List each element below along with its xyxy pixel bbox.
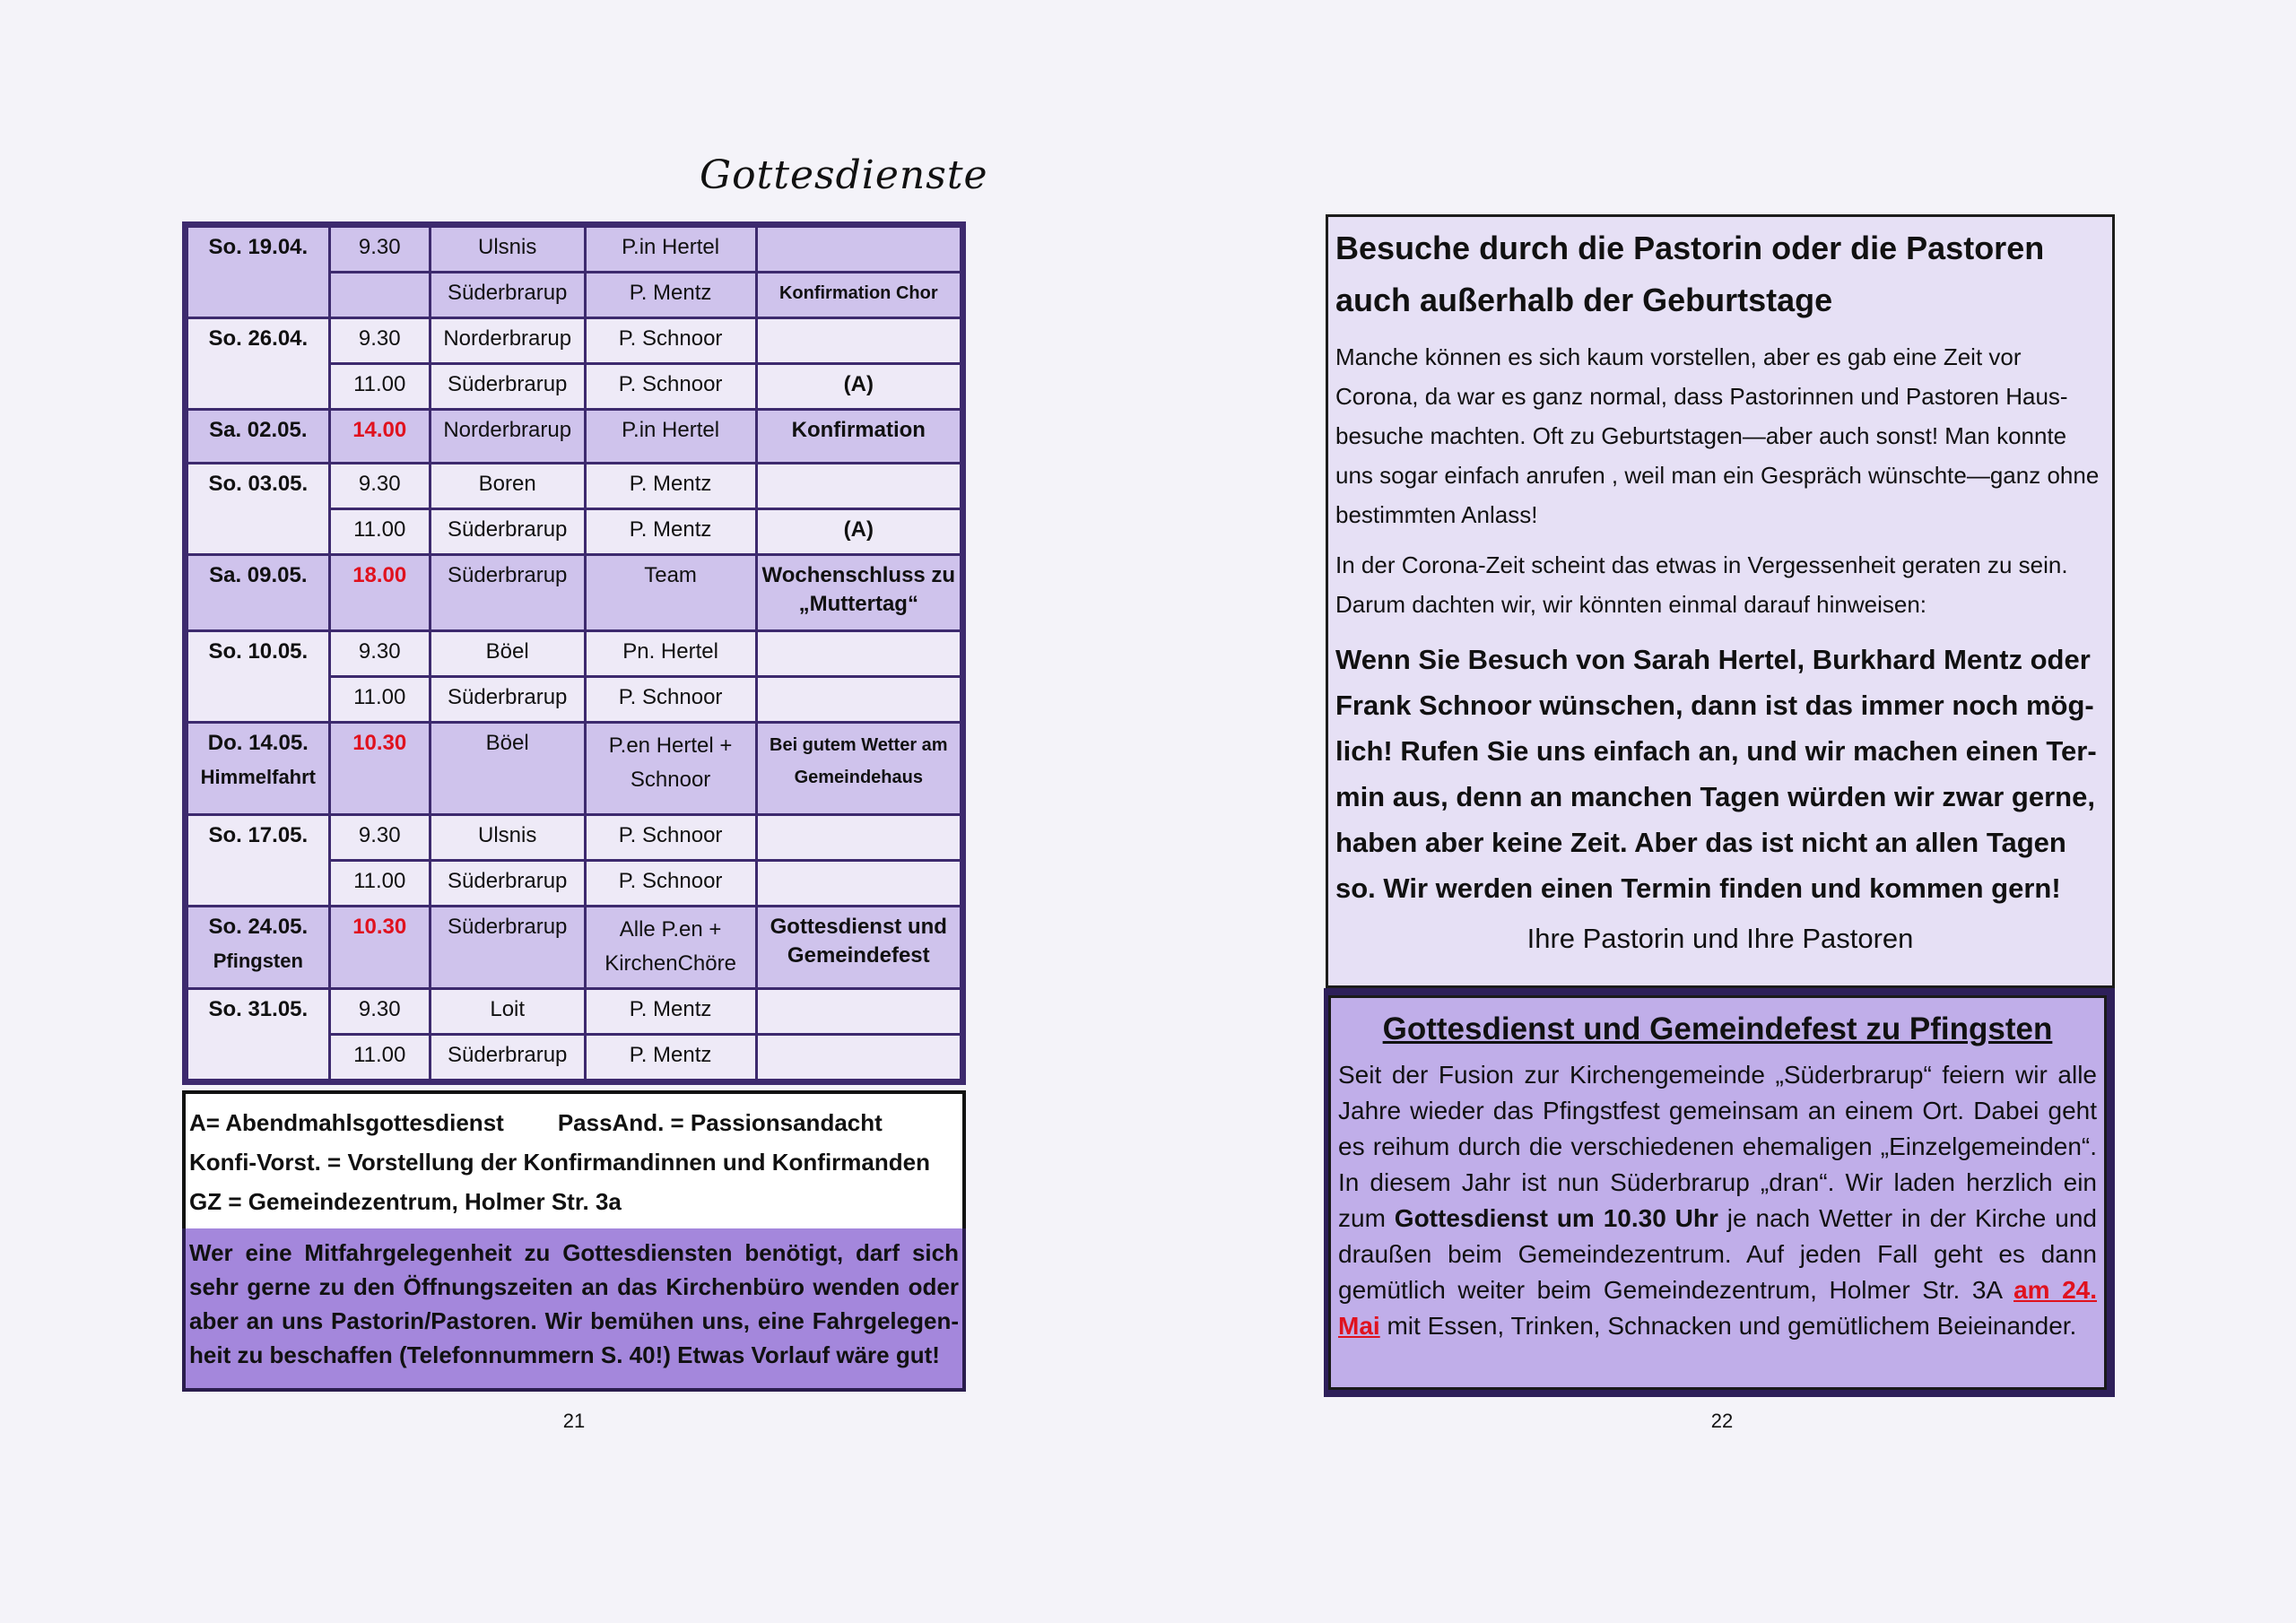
service-place: Süderbrarup xyxy=(430,861,585,907)
service-time: 9.30 xyxy=(329,989,430,1035)
service-note: Gottesdienst und Gemeindefest xyxy=(756,907,961,989)
service-place: Süderbrarup xyxy=(430,677,585,723)
service-note xyxy=(756,227,961,273)
service-note: (A) xyxy=(756,364,961,410)
visits-paragraph-3: Wenn Sie Besuch von Sarah Hertel, Burkhard Mentz oder Frank Schnoor wünschen, dann ist das immer noch möglich! Rufen Sie uns einfach an, und wir machen einen Termin aus, denn an manchen Tagen würden wir zwar gerne, haben aber keine Zeit. Aber das ist nicht an allen Tagen so. Wir werden einen Termin finden und kommen gern! xyxy=(1335,644,2097,904)
service-place: Süderbrarup xyxy=(430,509,585,555)
service-place: Böel xyxy=(430,631,585,677)
visits-notice-box xyxy=(1326,214,2115,988)
service-place: Norderbrarup xyxy=(430,318,585,364)
service-place: Loit xyxy=(430,989,585,1035)
legend-passand: PassAnd. = Passionsandacht xyxy=(557,1109,883,1136)
schedule-row xyxy=(187,555,961,631)
pentecost-heading: Gottesdienst und Gemeindefest zu Pfingsten xyxy=(1382,1011,2053,1046)
service-pastor: P. Mentz xyxy=(585,1035,756,1081)
service-date xyxy=(187,907,330,989)
service-time: 14.00 xyxy=(329,410,430,464)
service-place: Süderbrarup xyxy=(430,364,585,410)
schedule-row xyxy=(187,410,961,464)
service-place: Ulsnis xyxy=(430,815,585,861)
pentecost-text-part: Seit der Fusion zur Kirchengemeinde „Süderbrarup“ feiern wir alle Jahre wieder das Pfingstfest gemeinsam an einem Ort. Dabei geht es reihum durch die verschiedenen ehemaligen „Einzelgemeinden“. In diesem Jahr ist nun Süderbrarup „dran“. Wir laden herzlich ein zum xyxy=(1338,1061,2097,1232)
service-place: Süderbrarup xyxy=(430,907,585,989)
service-pastor: P. Mentz xyxy=(585,464,756,509)
service-place: Boren xyxy=(430,464,585,509)
date-label: Do. 14.05. xyxy=(207,731,309,755)
service-note xyxy=(756,464,961,509)
service-time xyxy=(329,273,430,318)
service-place: Süderbrarup xyxy=(430,555,585,631)
service-note: Konfirmation Chor xyxy=(756,273,961,318)
service-date xyxy=(187,555,330,631)
service-place: Ulsnis xyxy=(430,227,585,273)
service-place: Böel xyxy=(430,723,585,815)
service-note xyxy=(756,861,961,907)
service-note xyxy=(756,318,961,364)
service-note xyxy=(756,1035,961,1081)
page-title: Gottesdienste xyxy=(700,152,988,198)
service-place: Süderbrarup xyxy=(430,273,585,318)
service-pastor: Alle P.en + KirchenChöre xyxy=(585,907,756,989)
service-pastor: P. Mentz xyxy=(585,989,756,1035)
legend-a: A= Abendmahlsgottesdienst xyxy=(189,1109,504,1136)
service-time: 11.00 xyxy=(329,677,430,723)
service-time: 9.30 xyxy=(329,464,430,509)
date-label: So. 24.05. xyxy=(208,915,309,939)
date-label: So. 26.04. xyxy=(208,326,309,351)
service-note: Konfirmation xyxy=(756,410,961,464)
date-label: So. 03.05. xyxy=(208,472,309,496)
date-label: Sa. 02.05. xyxy=(209,418,308,442)
schedule-row xyxy=(187,723,961,815)
page-number-right: 22 xyxy=(1710,1410,1734,1432)
service-note xyxy=(756,815,961,861)
service-pastor: P. Schnoor xyxy=(585,815,756,861)
pentecost-service-time: Gottesdienst um 10.30 Uhr xyxy=(1394,1204,1718,1232)
service-time: 11.00 xyxy=(329,509,430,555)
service-date xyxy=(187,318,330,410)
service-date xyxy=(187,227,330,318)
service-note xyxy=(756,677,961,723)
service-pastor: P. Schnoor xyxy=(585,318,756,364)
visits-heading: Besuche durch die Pastorin oder die Pastoren auch außerhalb der Geburtstage xyxy=(1335,230,2045,318)
date-label: So. 19.04. xyxy=(208,235,309,259)
service-pastor: P. Schnoor xyxy=(585,861,756,907)
schedule-row xyxy=(187,318,961,364)
service-pastor: P.in Hertel xyxy=(585,227,756,273)
visits-paragraph-1: Manche können es sich kaum vorstellen, aber es gab eine Zeit vor Corona, da war es ganz normal, dass Pastorinnen und Pastoren Hausbesuche machten. Oft zu Geburtstagen—aber auch sonst! Man konnte uns sogar einfach anrufen , weil man ein Gespräch wünschte—ganz ohne bestimmten Anlass! xyxy=(1335,343,2100,528)
service-time: 11.00 xyxy=(329,861,430,907)
service-time: 10.30 xyxy=(329,907,430,989)
schedule-row xyxy=(187,815,961,861)
date-label: So. 31.05. xyxy=(208,997,309,1021)
service-time: 9.30 xyxy=(329,227,430,273)
service-pastor: P. Mentz xyxy=(585,509,756,555)
service-time: 18.00 xyxy=(329,555,430,631)
service-note: (A) xyxy=(756,509,961,555)
ride-share-note: Wer eine Mitfahrgelegenheit zu Gottesdiensten benötigt, darf sich sehr gerne zu den Öffnungszeiten an das Kirchenbüro wenden oder aber an uns Pastorin/Pastoren. Wir bemühen uns, eine Fahrgelegenheit zu beschaffen (Telefonnummern S. 40!) Etwas Vorlauf wäre gut! xyxy=(182,1228,966,1392)
service-time: 11.00 xyxy=(329,1035,430,1081)
service-note: Wochenschluss zu „Muttertag“ xyxy=(756,555,961,631)
schedule-row xyxy=(187,631,961,677)
holiday-label: Himmelfahrt xyxy=(200,766,316,788)
service-date xyxy=(187,631,330,723)
service-pastor: P.en Hertel + Schnoor xyxy=(585,723,756,815)
service-note xyxy=(756,989,961,1035)
service-schedule-table xyxy=(182,221,966,1085)
schedule-row xyxy=(187,907,961,989)
date-label: Sa. 09.05. xyxy=(209,563,308,587)
service-time: 11.00 xyxy=(329,364,430,410)
pentecost-box-shadow xyxy=(1324,988,2115,1397)
service-pastor: P.in Hertel xyxy=(585,410,756,464)
service-place: Süderbrarup xyxy=(430,1035,585,1081)
pentecost-text xyxy=(1338,1057,2097,1344)
service-pastor: P. Mentz xyxy=(585,273,756,318)
schedule-row xyxy=(187,227,961,273)
pentecost-text-part: je nach Wetter in der Kirche und draußen beim Gemeindezentrum. Auf jeden Fall geht es dann gemütlich weiter beim Gemeindezentrum, Holmer Str. 3A xyxy=(1338,1204,2097,1304)
date-label: So. 10.05. xyxy=(208,639,309,664)
schedule-row xyxy=(187,464,961,509)
holiday-label: Pfingsten xyxy=(213,950,303,972)
visits-signature: Ihre Pastorin und Ihre Pastoren xyxy=(1526,923,1914,954)
service-date xyxy=(187,815,330,907)
legend-gz: GZ = Gemeindezentrum, Holmer Str. 3a xyxy=(189,1188,622,1215)
service-date xyxy=(187,989,330,1081)
date-label: So. 17.05. xyxy=(208,823,309,847)
pentecost-text-part: mit Essen, Trinken, Schnacken und gemütlichem Beieinander. xyxy=(1379,1312,2077,1340)
service-pastor: Team xyxy=(585,555,756,631)
service-date xyxy=(187,410,330,464)
visits-paragraph-2: In der Corona-Zeit scheint das etwas in Vergessenheit geraten zu sein. Darum dachten wir, wir könnten einmal darauf hinweisen: xyxy=(1335,551,2068,618)
service-time: 9.30 xyxy=(329,318,430,364)
service-pastor: Pn. Hertel xyxy=(585,631,756,677)
page-number-left: 21 xyxy=(562,1410,586,1432)
legend-konfi: Konfi-Vorst. = Vorstellung der Konfirmandinnen und Konfirmanden xyxy=(189,1149,930,1176)
service-note: Bei gutem Wetter am Gemeindehaus xyxy=(756,723,961,815)
service-time: 10.30 xyxy=(329,723,430,815)
service-pastor: P. Schnoor xyxy=(585,364,756,410)
service-pastor: P. Schnoor xyxy=(585,677,756,723)
pentecost-notice-box xyxy=(1328,995,2107,1390)
pentecost-date-highlight: am 24. Mai xyxy=(1338,1276,2097,1340)
schedule-row xyxy=(187,989,961,1035)
abbreviation-legend xyxy=(182,1090,966,1230)
service-place: Norderbrarup xyxy=(430,410,585,464)
service-time: 9.30 xyxy=(329,815,430,861)
service-date xyxy=(187,464,330,555)
service-note xyxy=(756,631,961,677)
service-date xyxy=(187,723,330,815)
service-time: 9.30 xyxy=(329,631,430,677)
